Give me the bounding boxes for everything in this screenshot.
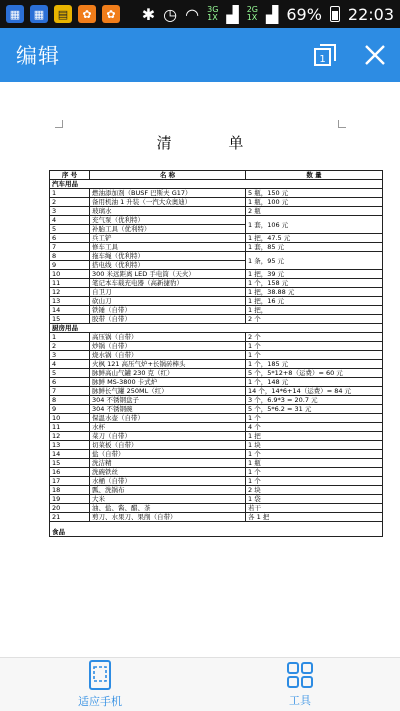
tools-grid-icon — [286, 661, 314, 689]
item-quantity: 1 个，148 元 — [246, 378, 383, 387]
row-number: 6 — [50, 378, 90, 387]
row-number: 9 — [50, 405, 90, 414]
battery-icon — [330, 6, 340, 22]
status-bar — [0, 0, 400, 28]
item-name: 菜刀（自带） — [90, 432, 246, 441]
bike-app-icon: ✿ — [78, 5, 96, 23]
section-header-row — [50, 180, 383, 189]
table-row — [50, 243, 383, 252]
item-name: 油、盐、酱、醋、茶 — [90, 504, 246, 513]
section-title: 汽车用品 — [50, 180, 383, 189]
section-title: 食品 — [50, 522, 383, 537]
row-number: 11 — [50, 279, 90, 288]
row-number: 21 — [50, 513, 90, 522]
bottom-toolbar — [0, 657, 400, 711]
table-row — [50, 459, 383, 468]
item-name: 充气泵（优利特） — [90, 216, 246, 225]
table-row — [50, 207, 383, 216]
item-name: 砍山刀 — [90, 297, 246, 306]
item-quantity: 1 把，38.88 元 — [246, 288, 383, 297]
row-number: 15 — [50, 315, 90, 324]
table-row — [50, 234, 383, 243]
document-view[interactable] — [0, 82, 400, 657]
item-name: 304 不锈钢碗 — [90, 405, 246, 414]
table-row — [50, 333, 383, 342]
row-number: 8 — [50, 396, 90, 405]
row-number: 7 — [50, 243, 90, 252]
row-number: 13 — [50, 297, 90, 306]
phone-fit-icon — [87, 660, 113, 690]
table-row — [50, 486, 383, 495]
table-row — [50, 198, 383, 207]
pages-icon — [312, 42, 338, 68]
item-quantity: 1 个 — [246, 468, 383, 477]
section-title: 厨房用品 — [50, 324, 383, 333]
table-row — [50, 513, 383, 522]
header-title: 编辑 — [16, 44, 60, 68]
item-quantity: 1 把，39 元 — [246, 270, 383, 279]
item-quantity: 14 个，14*6+14（运费）= 84 元 — [246, 387, 383, 396]
item-quantity: 1 瓶 — [246, 459, 383, 468]
row-number: 1 — [50, 189, 90, 198]
row-number: 6 — [50, 234, 90, 243]
table-row — [50, 378, 383, 387]
item-quantity: 1 套，106 元 — [246, 216, 383, 234]
item-name: 洗洁精 — [90, 459, 246, 468]
table-row — [50, 351, 383, 360]
close-button[interactable] — [350, 28, 400, 82]
section-header-row — [50, 324, 383, 333]
item-name: 304 不锈钢盘子 — [90, 396, 246, 405]
table-row — [50, 288, 383, 297]
item-quantity: 1 把 — [246, 432, 383, 441]
item-quantity: 2 瓶 — [246, 207, 383, 216]
item-quantity: 1 把，16 元 — [246, 297, 383, 306]
item-quantity: 5 瓶，150 元 — [246, 189, 383, 198]
row-number: 10 — [50, 414, 90, 423]
table-row — [50, 405, 383, 414]
row-number: 2 — [50, 198, 90, 207]
item-quantity: 2 块 — [246, 486, 383, 495]
item-quantity: 2 个 — [246, 333, 383, 342]
signal-icon-2: ▟ — [266, 4, 279, 24]
table-row — [50, 396, 383, 405]
row-number: 9 — [50, 261, 90, 270]
table-row — [50, 270, 383, 279]
item-name: 补胎工具（优利特） — [90, 225, 246, 234]
item-quantity: 5 个，5*12+8（运费）= 60 元 — [246, 369, 383, 378]
table-row — [50, 315, 383, 324]
row-number: 10 — [50, 270, 90, 279]
item-quantity: 1 个 — [246, 342, 383, 351]
app-header — [0, 28, 400, 82]
row-number: 14 — [50, 306, 90, 315]
row-number: 15 — [50, 459, 90, 468]
item-name: 瓢、洗锅布 — [90, 486, 246, 495]
row-number: 5 — [50, 225, 90, 234]
item-name: 保温水壶（自带） — [90, 414, 246, 423]
item-name: 自卫刀 — [90, 288, 246, 297]
row-number: 1 — [50, 333, 90, 342]
table-row — [50, 468, 383, 477]
table-row — [50, 252, 383, 261]
item-name: 炒锅（自带） — [90, 342, 246, 351]
alarm-icon: ◷ — [163, 4, 178, 24]
item-quantity: 各 1 把 — [246, 513, 383, 522]
item-quantity: 1 个，185 元 — [246, 360, 383, 369]
inventory-table — [49, 170, 383, 537]
row-number: 8 — [50, 252, 90, 261]
svg-text:1: 1 — [319, 54, 326, 65]
table-row — [50, 414, 383, 423]
item-name: 脉鲜 MS-3800 卡式炉 — [90, 378, 246, 387]
item-quantity: 1 条，95 元 — [246, 252, 383, 270]
item-name: 高压锅（自带） — [90, 333, 246, 342]
item-quantity: 1 瓶，100 元 — [246, 198, 383, 207]
item-name: 修车工具 — [90, 243, 246, 252]
item-quantity: 1 套，85 元 — [246, 243, 383, 252]
item-name: 燃油添加剂（BUSF 巴斯夫 G17） — [90, 189, 246, 198]
item-name: 铁锤（自带） — [90, 306, 246, 315]
item-name: 玻璃水 — [90, 207, 246, 216]
item-name: 切菜板（自带） — [90, 441, 246, 450]
fit-phone-label: 适应手机 — [78, 695, 122, 708]
row-number: 3 — [50, 351, 90, 360]
row-number: 16 — [50, 468, 90, 477]
page-corner-mark — [55, 120, 63, 128]
item-name: 大米 — [90, 495, 246, 504]
item-name: 脉鲜高山气罐 230 克（红） — [90, 369, 246, 378]
row-number: 17 — [50, 477, 90, 486]
item-name: 300 米远距离 LED 手电筒（天火） — [90, 270, 246, 279]
item-quantity: 若干 — [246, 504, 383, 513]
item-quantity: 2 个 — [246, 315, 383, 324]
close-icon — [363, 43, 387, 67]
column-header-number: 序 号 — [50, 171, 90, 180]
row-number: 7 — [50, 387, 90, 396]
row-number: 12 — [50, 288, 90, 297]
table-header-row — [50, 171, 383, 180]
bluetooth-icon: ✱ — [141, 4, 156, 24]
item-quantity: 1 块 — [246, 441, 383, 450]
item-quantity: 1 个，158 元 — [246, 279, 383, 288]
document-title: 清 单 — [156, 134, 270, 152]
item-name: 笔记本车载充电器（高新捷豹） — [90, 279, 246, 288]
row-number: 4 — [50, 360, 90, 369]
tools-label: 工具 — [289, 694, 311, 707]
table-row — [50, 477, 383, 486]
item-quantity: 1 把， — [246, 306, 383, 315]
item-quantity: 3 个，6.9*3 = 20.7 元 — [246, 396, 383, 405]
network-type-label: 3G 1X — [207, 5, 219, 22]
clock: 22:03 — [347, 4, 394, 24]
item-quantity: 1 把，47.5 元 — [246, 234, 383, 243]
table-row — [50, 306, 383, 315]
table-row — [50, 360, 383, 369]
table-row — [50, 423, 383, 432]
table-row — [50, 441, 383, 450]
item-quantity: 5 个，5*6.2 = 31 元 — [246, 405, 383, 414]
bike-app-icon: ✿ — [102, 5, 120, 23]
app-notification-icon: ▦ — [30, 5, 48, 23]
wifi-icon: ◠ — [185, 4, 200, 24]
row-number: 14 — [50, 450, 90, 459]
row-number: 3 — [50, 207, 90, 216]
network-type-label-2: 2G 1X — [246, 5, 259, 22]
row-number: 11 — [50, 423, 90, 432]
row-number: 2 — [50, 342, 90, 351]
row-number: 5 — [50, 369, 90, 378]
table-row — [50, 297, 383, 306]
item-name: 拖车绳（优利特） — [90, 252, 246, 261]
tools-button[interactable] — [200, 658, 400, 711]
item-name: 剪刀、水果刀、果削（自带） — [90, 513, 246, 522]
item-name: 洗碗铁丝 — [90, 468, 246, 477]
row-number: 19 — [50, 495, 90, 504]
battery-percent: 69% — [286, 4, 322, 24]
item-name: 水桶（自带） — [90, 477, 246, 486]
table-row — [50, 216, 383, 225]
item-name: 水杯 — [90, 423, 246, 432]
item-quantity: 1 个 — [246, 450, 383, 459]
table-row — [50, 495, 383, 504]
row-number: 12 — [50, 432, 90, 441]
item-name: 烧水锅（自带） — [90, 351, 246, 360]
column-header-name: 名 称 — [90, 171, 246, 180]
table-row — [50, 279, 383, 288]
item-name: 脉鲜长气罐 250ML（红） — [90, 387, 246, 396]
page-corner-mark — [338, 120, 346, 128]
table-row — [50, 189, 383, 198]
fit-phone-button[interactable] — [0, 658, 200, 711]
item-name: 兵工铲 — [90, 234, 246, 243]
row-number: 13 — [50, 441, 90, 450]
column-header-quantity: 数 量 — [246, 171, 383, 180]
item-quantity: 1 个 — [246, 351, 383, 360]
row-number: 18 — [50, 486, 90, 495]
item-name: 火枫 121 高压气炉+长锅砖棒头 — [90, 360, 246, 369]
row-number: 20 — [50, 504, 90, 513]
table-row — [50, 432, 383, 441]
notification-icons — [6, 5, 120, 23]
app-notification-icon: ▦ — [6, 5, 24, 23]
item-name: 盐（自带） — [90, 450, 246, 459]
table-row — [50, 387, 383, 396]
item-quantity: 1 袋 — [246, 495, 383, 504]
table-row — [50, 450, 383, 459]
item-quantity: 4 个 — [246, 423, 383, 432]
row-number: 4 — [50, 216, 90, 225]
item-name: 搭电线（优利特） — [90, 261, 246, 270]
table-row — [50, 504, 383, 513]
section-header-row — [50, 522, 383, 537]
sim-card-icon: ▤ — [54, 5, 72, 23]
item-name: 胶带（自带） — [90, 315, 246, 324]
table-row — [50, 342, 383, 351]
signal-icon: ▟ — [226, 4, 239, 24]
table-row — [50, 369, 383, 378]
page-count-button[interactable] — [300, 28, 350, 82]
item-quantity: 1 个 — [246, 477, 383, 486]
item-name: 备用机油 1 升装（一汽大众奥迪） — [90, 198, 246, 207]
item-quantity: 1 个 — [246, 414, 383, 423]
